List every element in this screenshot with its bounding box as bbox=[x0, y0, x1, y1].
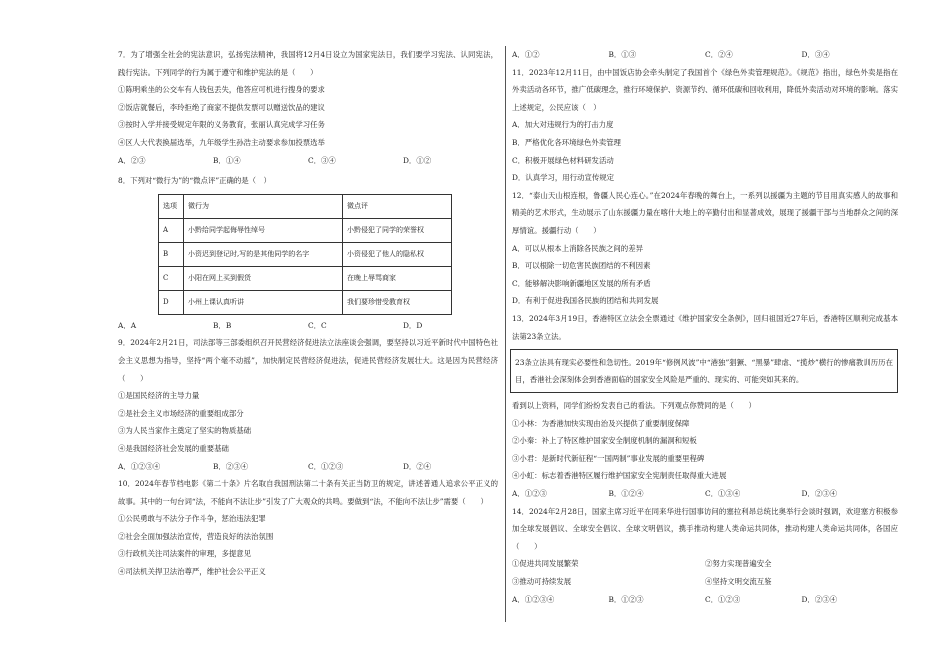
table-cell: 我们要珍惜受教育权 bbox=[343, 290, 452, 314]
question-10-item-4: ④司法机关捍卫法治尊严，维护社会公平正义 bbox=[118, 567, 266, 577]
question-10-item-1: ①公民勇敢与不法分子作斗争，惩治违法犯罪 bbox=[118, 514, 266, 524]
question-9-option-b[interactable]: B．②③④ bbox=[213, 461, 248, 471]
question-9-stem: 9．2024年2月21日，司法部等三部委组织召开民营经济促进法立法座谈会强调，要坚持以习近平新时代中国特色社会主义思想为指导，坚持“两个毫不动摇”，加快制定民营经济促进法，促进民营经济发展壮大。这是因为民营经济（ ） bbox=[118, 338, 498, 383]
question-9 bbox=[118, 334, 498, 475]
table-cell: D bbox=[159, 290, 184, 314]
question-9-item-4: ④是我国经济社会发展的重要基础 bbox=[118, 443, 229, 453]
question-9-option-d[interactable]: D．②④ bbox=[403, 461, 432, 471]
right-column bbox=[512, 46, 898, 608]
question-9-item-1: ①是国民经济的主导力量 bbox=[118, 391, 200, 401]
question-14-item-1: ①促进共同发展繁荣 bbox=[512, 559, 579, 569]
question-14-item-4: ④坚持文明交流互鉴 bbox=[705, 577, 772, 587]
question-13-item-2: ②小秦：补上了特区维护国家安全制度机制的漏洞和短板 bbox=[512, 436, 697, 446]
question-13-option-b[interactable]: B．①②④ bbox=[608, 489, 644, 499]
question-10-item-3: ③行政机关注司法案件的审理，多提意见 bbox=[118, 549, 252, 559]
table-row bbox=[159, 242, 452, 266]
question-14-option-d[interactable]: D．②③④ bbox=[801, 594, 837, 604]
question-14-option-a[interactable]: A．①②③④ bbox=[512, 594, 555, 604]
question-9-item-2: ②是社会主义市场经济的重要组成部分 bbox=[118, 408, 244, 418]
question-13 bbox=[512, 310, 898, 503]
question-10-item-2: ②社会全面加强法治宣传，营造良好的法治氛围 bbox=[118, 531, 274, 541]
question-7-option-a[interactable]: A．②③ bbox=[118, 155, 146, 165]
question-14-option-b[interactable]: B．①②③ bbox=[608, 594, 644, 604]
question-10-stem: 10．2024年春节档电影《第二十条》片名取自我国刑法第二十条有关正当防卫的规定，讲述普通人追求公平正义的故事。其中的一句台词“法，不能向不法让步”引发了广大观众的共鸣。要做到“法，不能向不法让步”需要（ ） bbox=[118, 479, 498, 506]
table-cell: 小州上课认真听讲 bbox=[184, 290, 343, 314]
question-14-item-3: ③推动可持续发展 bbox=[512, 577, 572, 587]
question-10-option-b[interactable]: B．①③ bbox=[608, 50, 637, 59]
question-14-options bbox=[512, 591, 898, 609]
table-cell: 小黔给同学起侮辱性绰号 bbox=[184, 218, 343, 242]
question-7-item-4: ④区人大代表换届选举，九年级学生孙浩主动要求参加投票选举 bbox=[118, 137, 325, 147]
question-13-item-1: ①小林：为香港加快实现由治及兴提供了重要制度保障 bbox=[512, 418, 690, 428]
table-cell: 小资迟到登记时,写的是其他同学的名字 bbox=[184, 242, 343, 266]
table-cell: C bbox=[159, 266, 184, 290]
table-cell: 小阳在网上买到假货 bbox=[184, 266, 343, 290]
question-13-material-box: 23条立法具有现实必要性和急切性。2019年“修例风波”中“港独”猖獗、“黑暴”肆虐、“揽炒”横行的惨痛教训历历在目，香港社会深刻体会到香港面临的国家安全风险是严重的、现实的、可能突如其来的。 bbox=[510, 349, 898, 393]
question-8 bbox=[118, 172, 498, 334]
question-12-option-b[interactable]: B．可以根除一切危害民族团结的不利因素 bbox=[512, 261, 651, 271]
table-row bbox=[159, 266, 452, 290]
question-14-option-c[interactable]: C．①②③ bbox=[705, 594, 741, 604]
question-12-stem: 12．“泰山天山根连根，鲁疆人民心连心。”在2024年春晚的舞台上，一系列以援疆为主题的节目用真实感人的故事和精美的艺术形式，生动展示了山东援疆力量在喀什大地上的辛勤付出和显著成效，展现了援疆干部与当地群众之间的深厚情谊。援疆行动（ ） bbox=[512, 190, 898, 235]
question-9-options bbox=[118, 458, 498, 476]
table-header-behavior: 微行为 bbox=[184, 194, 343, 218]
question-8-options bbox=[118, 317, 498, 335]
question-14-item-2: ②努力实现普遍安全 bbox=[705, 559, 772, 569]
question-7-item-1: ①陈明乘坐的公交车有人钱包丢失，他答应可机进行搜身的要求 bbox=[118, 85, 325, 95]
question-14-items-row-1 bbox=[512, 555, 898, 573]
question-13-item-4: ④小虹：标志着香港特区履行维护国家安全宪制责任取得重大进展 bbox=[512, 471, 727, 481]
table-row bbox=[159, 290, 452, 314]
question-10-option-a[interactable]: A．①② bbox=[512, 50, 540, 59]
question-10-option-c[interactable]: C．②④ bbox=[705, 50, 733, 59]
question-11 bbox=[512, 64, 898, 187]
question-13-options bbox=[512, 485, 898, 503]
question-13-lead: 看到以上资料，同学们纷纷发表自己的看法。下列观点你赞同的是（ ） bbox=[512, 401, 756, 411]
question-14 bbox=[512, 503, 898, 609]
table-cell: 在晚上辱骂商家 bbox=[343, 266, 452, 290]
question-8-option-d[interactable]: D．D bbox=[403, 320, 423, 330]
table-cell: A bbox=[159, 218, 184, 242]
question-10-option-d[interactable]: D．③④ bbox=[801, 50, 830, 59]
left-column bbox=[118, 46, 498, 581]
question-8-table bbox=[158, 194, 452, 315]
question-9-option-a[interactable]: A．①②③④ bbox=[118, 461, 161, 471]
question-11-option-a[interactable]: A．加大对违规行为的打击力度 bbox=[512, 120, 614, 130]
question-8-stem: 8．下列对“微行为”的“微点评”正确的是（ ） bbox=[118, 176, 271, 186]
question-7-option-c[interactable]: C．③④ bbox=[308, 155, 336, 165]
question-9-option-c[interactable]: C．①②③ bbox=[308, 461, 344, 471]
table-header-row bbox=[159, 194, 452, 218]
question-13-stem: 13．2024年3月19日，香港特区立法会全票通过《维护国家安全条例》，回归祖国近27年后，香港特区顺利完成基本法第23条立法。 bbox=[512, 313, 898, 341]
question-10-options bbox=[512, 46, 898, 64]
question-7-item-2: ②饭店就餐后，李玲拒绝了商家不提供发票可以赠送饮品的建议 bbox=[118, 102, 325, 112]
question-11-stem: 11．2023年12月11日，由中国饭店协会牵头制定了我国首个《绿色外卖管理规范》。《规范》指出，绿色外卖是指在外卖活动各环节，推广低碳理念，推行环境保护、资源节约、循环低碳和回收利用，降低外卖活动对环境的影响。落实上述规定，公民应该（ ） bbox=[512, 67, 898, 112]
question-13-item-3: ③小君：是新时代新征程“一国两制”事业发展的重要里程碑 bbox=[512, 453, 705, 463]
table-cell: B bbox=[159, 242, 184, 266]
table-header-option: 选项 bbox=[159, 194, 184, 218]
question-11-option-b[interactable]: B．严格优化各环境绿色外卖管理 bbox=[512, 137, 621, 147]
table-header-comment: 微点评 bbox=[343, 194, 452, 218]
question-7-options bbox=[118, 152, 498, 170]
question-7-option-d[interactable]: D．①② bbox=[403, 155, 432, 165]
table-cell: 小黔侵犯了同学的荣誉权 bbox=[343, 218, 452, 242]
question-9-item-3: ③为人民当家作主奠定了坚实的物质基础 bbox=[118, 426, 252, 436]
question-7-item-3: ③按时入学并接受规定年限的义务教育，张丽认真完成学习任务 bbox=[118, 120, 325, 130]
question-11-option-d[interactable]: D．认真学习，用行动宣传规定 bbox=[512, 173, 615, 183]
question-13-option-c[interactable]: C．①③④ bbox=[705, 489, 741, 499]
question-7 bbox=[118, 46, 498, 169]
question-12-option-a[interactable]: A．可以从根本上消除各民族之间的差异 bbox=[512, 243, 643, 253]
question-8-option-c[interactable]: C．C bbox=[308, 320, 327, 330]
question-13-option-d[interactable]: D．②③④ bbox=[801, 489, 837, 499]
question-11-option-c[interactable]: C．积极开展绿色材料研发活动 bbox=[512, 155, 614, 165]
question-13-option-a[interactable]: A．①②③ bbox=[512, 489, 547, 499]
table-cell: 小资侵犯了他人的隐私权 bbox=[343, 242, 452, 266]
question-10 bbox=[118, 475, 498, 581]
column-divider bbox=[505, 46, 506, 622]
question-7-stem: 7．为了增强全社会的宪法意识，弘扬宪法精神，我国将12月4日设立为国家宪法日，我们要学习宪法、认同宪法，践行宪法。下列同学的行为属于遵守和维护宪法的是（ ） bbox=[118, 50, 498, 77]
question-8-option-b[interactable]: B．B bbox=[213, 320, 232, 330]
question-7-option-b[interactable]: B．①④ bbox=[213, 155, 241, 165]
question-14-items-row-2 bbox=[512, 573, 898, 591]
question-12 bbox=[512, 187, 898, 310]
question-8-option-a[interactable]: A．A bbox=[118, 320, 137, 330]
question-12-option-d[interactable]: D．有利于促进我国各民族的团结和共同发展 bbox=[512, 296, 659, 306]
question-14-stem: 14．2024年2月28日，国家主席习近平在同来华进行国事访问的塞拉利昂总统比奥举行会谈时强调，欢迎塞方积极参加全球发展倡议、全球安全倡议、全球文明倡议，携手推动构建人类命运共同体，推动构建人类命运共同体，各国应（ ） bbox=[512, 506, 898, 551]
table-row bbox=[159, 218, 452, 242]
question-12-option-c[interactable]: C．能够解决影响新疆地区发展的所有矛盾 bbox=[512, 278, 651, 288]
